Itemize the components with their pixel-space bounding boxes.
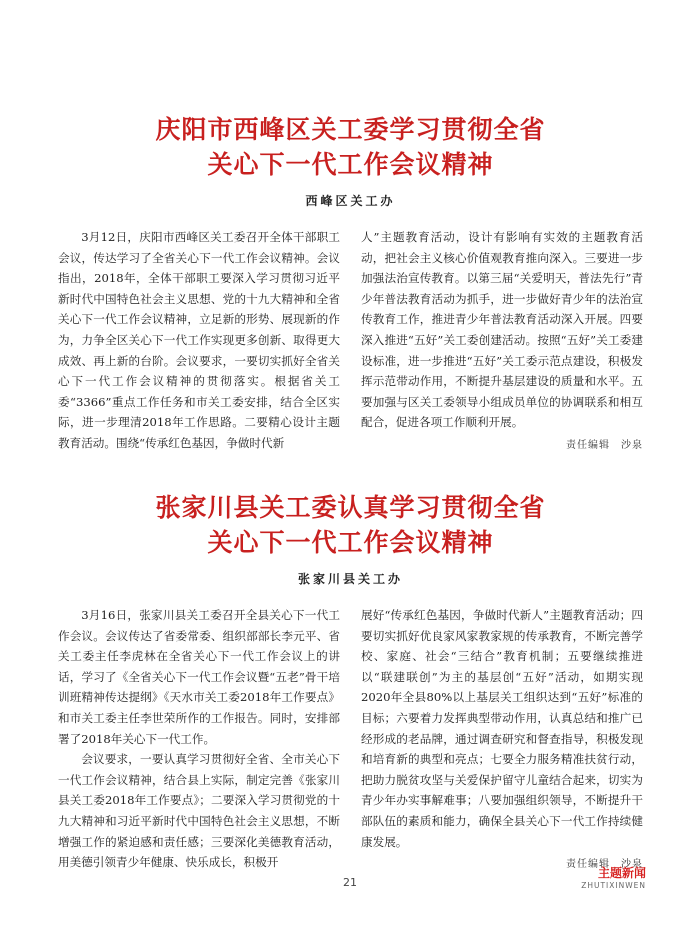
editor-credit: 责任编辑 沙泉 [566,859,643,871]
article-body [58,227,643,457]
article-xifeng [58,112,643,457]
body-paragraph-continued: 展好“传承红色基因，争做时代新人”主题教育活动；四要切实抓好优良家风家教家规的传承教育，不断完善学校、家庭、社会“三结合”教育机制；五要继续推进以“联建联创”为主的基层创“五好”活动，如期实现2020年全县80%以上基层关工组织达到“五好”标准的目标；六要着力发挥典型带动作用，认真总结和推广已经形成的老品牌，通过调查研究和督查指导，积极发现和培育新的典型和亮点；七要全力服务精准扶贫行动，把助力脱贫攻坚与关爱保护留守儿童结合起来，切实为青少年办实事解难事；八要加强组织领导，不断提升干部队伍的素质和能力，确保全县关心下一代工作持续健康发展。 [361,608,643,849]
title-line-2: 关心下一代工作会议精神 [207,150,494,179]
article-title [58,112,643,182]
body-paragraph-continued: 人”主题教育活动，设计有影响有实效的主题教育活动，把社会主义核心价值观教育推向深入。三要进一步加强法治宣传教育。以第三届“关爱明天，普法先行”青少年普法教育活动为抓手，进一步做好青少年的法治宣传教育工作，推进青少年普法教育活动深入开展。四要深入推进“五好”关工委创建活动。按照“五好”关工委建设标准，进一步推进“五好”关工委示范点建设，积极发挥示范带动作用，不断提升基层建设的质量和水平。五要加强与区关工委领导小组成员单位的协调联系和相互配合，促进各项工作顺利开展。 [361,230,643,430]
body-column-left [58,227,340,457]
body-paragraph: 会议要求，一要认真学习贯彻好全省、全市关心下一代工作会议精神，结合县上实际，制定完善《张家川县关工委2018年工作要点》；二要深入学习贯彻党的十九大精神和习近平新时代中国特色社会主义思想，不断增强工作的紧迫感和责任感；三要深化美德教育活动，用美德引领青少年健康、快乐成长，积极开 [58,752,340,870]
section-brand [581,864,646,890]
body-column-right [361,605,643,876]
page-number: 21 [343,876,357,889]
article-title [58,490,643,560]
body-column-left [58,605,340,876]
title-line-1: 庆阳市西峰区关工委学习贯彻全省 [155,115,546,144]
article-byline: 张家川县关工办 [297,572,403,586]
article-zhangjiachuan [58,490,643,876]
body-paragraph: 3月12日，庆阳市西峰区关工委召开全体干部职工会议，传达学习了全省关心下一代工作会议精神。会议指出，2018年，全体干部职工要深入学习贯彻习近平新时代中国特色社会主义思想、党的十九大精神和全省关心下一代工作会议精神，立足新的形势、展现新的作为，力争全区关心下一代工作实现更多创新、取得更大成效、再上新的台阶。会议要求，一要切实抓好全省关心下一代工作会议精神的贯彻落实。根据省关工委“3366”重点工作任务和市关工委安排，结合全区实际，进一步理清2018年工作思路。二要精心设计主题教育活动。围绕“传承红色基因，争做时代新 [58,230,340,450]
body-column-right [361,227,643,457]
article-byline: 西峰区关工办 [305,194,396,208]
title-line-1: 张家川县关工委认真学习贯彻全省 [155,493,546,522]
article-body [58,605,643,876]
editor-credit: 责任编辑 沙泉 [566,439,643,451]
body-paragraph: 3月16日，张家川县关工委召开全县关心下一代工作会议。会议传达了省委常委、组织部部长李元平、省关工委主任李虎林在全省关心下一代工作会议上的讲话，学习了《全省关心下一代工作会议暨“五老”骨干培训班精神传达提纲》《天水市关工委2018年工作要点》和市关工委主任李世荣所作的工作报告。同时，安排部署了2018年关心下一代工作。 [58,608,340,746]
brand-name-cn: 主题新闻 [597,866,646,880]
brand-name-en: ZHUTIXINWEN [581,881,646,890]
title-line-2: 关心下一代工作会议精神 [207,528,494,557]
